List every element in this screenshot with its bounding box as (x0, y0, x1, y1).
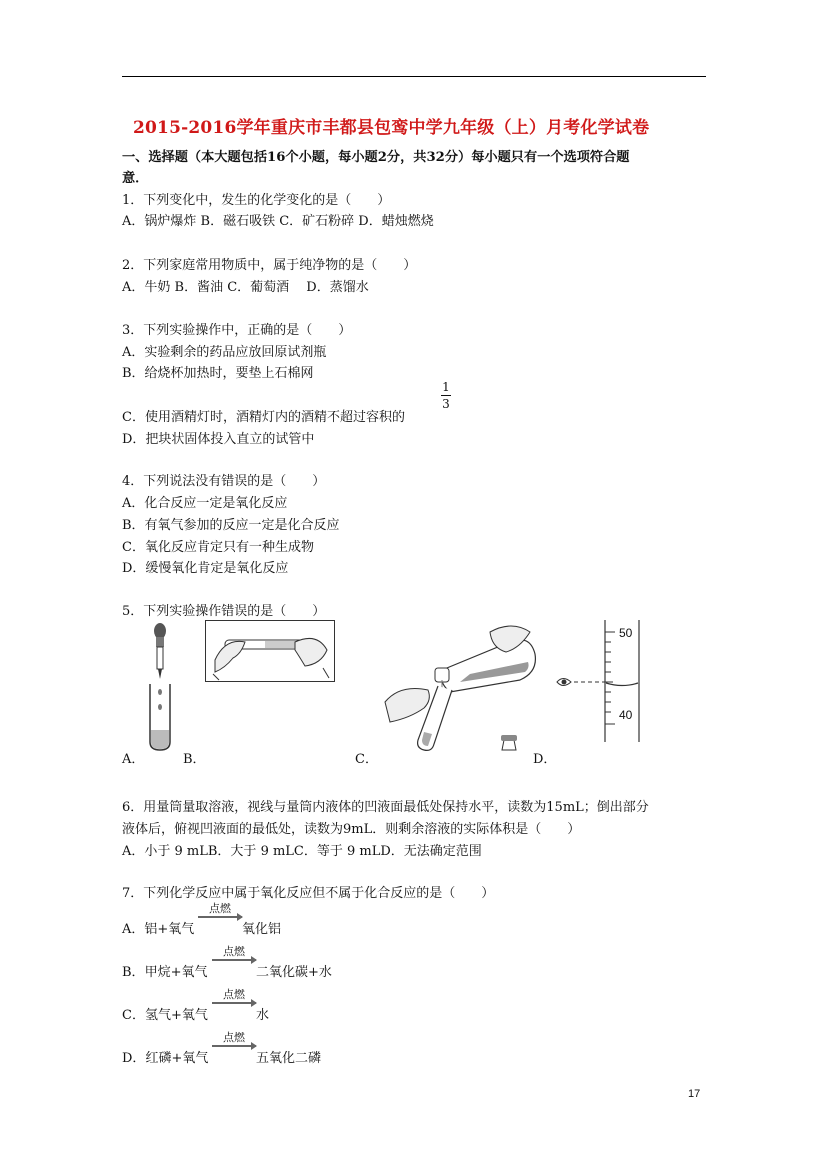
q7-option-d (122, 1047, 208, 1066)
q5-label-a: A． (122, 752, 145, 767)
q4-option-a: A．化合反应一定是氧化反应 (122, 496, 288, 511)
option-label: B． (122, 965, 145, 980)
arrow-icon (212, 959, 256, 961)
reactants: 红磷+氧气 (145, 1051, 209, 1066)
q5-label-c: C． (355, 752, 378, 767)
q3-fraction (440, 381, 452, 410)
q3-stem: 3．下列实验操作中，正确的是（ ） (122, 323, 352, 338)
reactants: 铝+氧气 (144, 922, 195, 937)
q6-stem-line2: 液体后，俯视凹液面的最低处，读数为9mL．则剩余溶液的实际体积是（ ） (122, 822, 581, 837)
section-heading-line2: 意． (122, 171, 149, 186)
q5-label-d: D． (533, 752, 557, 767)
q6-stem-line1: 6．用量筒量取溶液，视线与量筒内液体的凹液面最低处保持水平，读数为15mL；倒出部分 (122, 800, 649, 815)
section-heading-line1: 一、选择题（本大题包括16个小题，每小题2分，共32分）每小题只有一个选项符合题 (122, 150, 630, 165)
q5-figure-d-cylinder-reading (555, 620, 647, 742)
q5-figure-b-test-tube-hands (205, 620, 335, 682)
q5-stem: 5．下列实验操作错误的是（ ） (122, 604, 326, 619)
q7-a-condition-arrow (198, 903, 242, 918)
q4-option-d: D．缓慢氧化肯定是氧化反应 (122, 561, 289, 576)
q7-b-condition-arrow (212, 946, 256, 961)
reactants: 甲烷+氧气 (144, 965, 208, 980)
q3-option-c: C．使用酒精灯时，酒精灯内的酒精不超过容积的 (122, 410, 405, 425)
q7-c-product: 水 (256, 1008, 270, 1023)
q6-options: A．小于 9 mLB．大于 9 mLC．等于 9 mLD．无法确定范围 (122, 844, 482, 859)
q5-figure-c-pouring (380, 622, 550, 752)
q4-stem: 4．下列说法没有错误的是（ ） (122, 474, 326, 489)
q4-option-c: C．氧化反应肯定只有一种生成物 (122, 540, 314, 555)
q7-option-b (122, 961, 207, 980)
q4-option-b: B．有氧气参加的反应一定是化合反应 (122, 518, 340, 533)
q5-figure-a-dropper (140, 622, 180, 752)
option-label: C． (122, 1008, 145, 1023)
fraction-bar (441, 395, 451, 396)
q3-option-d: D．把块状固体投入直立的试管中 (122, 432, 315, 447)
condition-text: 点燃 (209, 902, 231, 915)
condition-text: 点燃 (223, 1031, 245, 1044)
reactants: 氢气+氧气 (144, 1008, 208, 1023)
q7-b-product: 二氧化碳+水 (256, 965, 332, 980)
q7-option-c (122, 1004, 208, 1023)
q2-options: A．牛奶 B．酱油 C．葡萄酒 D．蒸馏水 (122, 280, 369, 295)
cylinder-mark-40: 40 (619, 708, 633, 722)
q7-option-a (122, 918, 194, 937)
fraction-denominator: 3 (442, 397, 450, 411)
q3-option-a: A．实验剩余的药品应放回原试剂瓶 (122, 345, 327, 360)
cylinder-mark-50: 50 (619, 626, 633, 640)
q3-option-b: B．给烧杯加热时，要垫上石棉网 (122, 366, 314, 381)
page-title: 2015-2016学年重庆市丰都县包鸾中学九年级（上）月考化学试卷 (133, 118, 650, 138)
q1-options: A．锅炉爆炸 B．磁石吸铁 C．矿石粉碎 D．蜡烛燃烧 (122, 214, 434, 229)
header-rule (122, 76, 706, 77)
arrow-icon (212, 1002, 256, 1004)
q7-d-condition-arrow (212, 1032, 256, 1047)
q7-a-product: 氧化铝 (242, 922, 282, 937)
q1-stem: 1．下列变化中，发生的化学变化的是（ ） (122, 193, 391, 208)
condition-text: 点燃 (223, 945, 245, 958)
q2-stem: 2．下列家庭常用物质中，属于纯净物的是（ ） (122, 258, 417, 273)
option-label: A． (122, 922, 145, 937)
q5-label-b: B． (183, 752, 206, 767)
option-label: D． (122, 1051, 146, 1066)
condition-text: 点燃 (223, 988, 245, 1001)
q7-d-product: 五氧化二磷 (256, 1051, 322, 1066)
q7-c-condition-arrow (212, 989, 256, 1004)
q7-stem: 7．下列化学反应中属于氧化反应但不属于化合反应的是（ ） (122, 886, 495, 901)
fraction-numerator: 1 (442, 380, 450, 394)
arrow-icon (212, 1045, 256, 1047)
arrow-icon (198, 916, 242, 918)
page-number: 17 (688, 1088, 701, 1100)
